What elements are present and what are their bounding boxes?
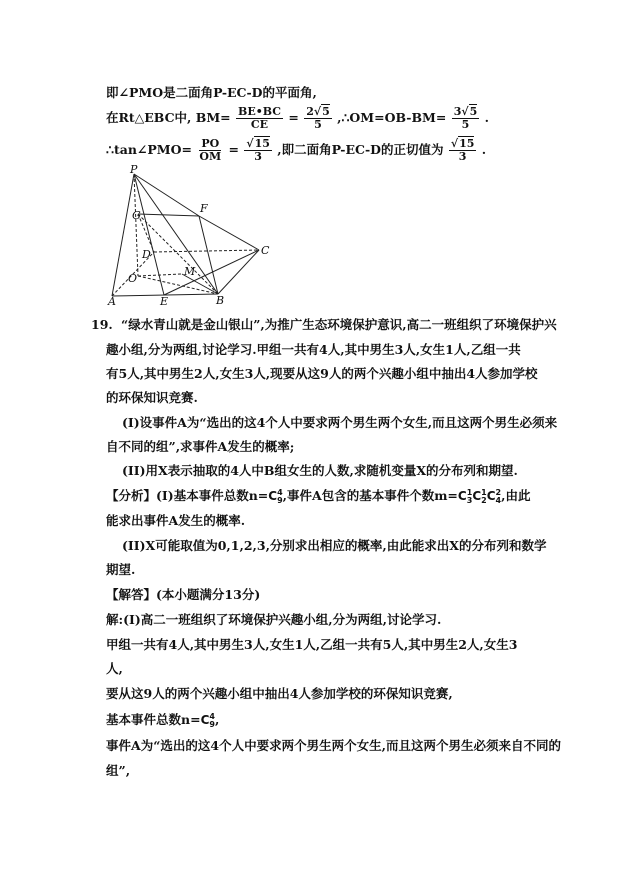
line-tan-calc	[106, 138, 486, 163]
comb-letter: C	[200, 713, 210, 727]
comb-letter: C	[486, 489, 496, 503]
fraction	[197, 138, 223, 163]
solution-line-3: 人,	[106, 661, 123, 676]
combination-c94	[268, 489, 282, 503]
text-segment: 基本事件总数n=	[106, 712, 201, 727]
comb-sub: 9	[277, 495, 283, 505]
question-number: 19.	[91, 317, 113, 332]
text-segment: ,∴OM=OB-BM=	[337, 110, 447, 125]
text-segment: ,即二面角P-EC-D的正切值为	[277, 142, 444, 157]
comb-sub: 3	[466, 495, 473, 505]
q19-line-3: 有5人,其中男生2人,女生3人,现要从这9人的两个兴趣小组中抽出4人参加学校	[106, 366, 538, 381]
label-P: P	[130, 164, 138, 176]
solution-header	[106, 586, 260, 604]
comb-sub: 2	[481, 495, 487, 505]
comb-sub: 9	[209, 719, 215, 729]
q19-part2-line-1: (II)用X表示抽取的4人中B组女生的人数,求随机变量X的分布列和期望.	[122, 463, 518, 478]
radicand: 5	[322, 105, 330, 118]
combination-c94	[201, 713, 215, 727]
text-segment: 在Rt△EBC中,	[106, 110, 192, 125]
comb-sup: 1	[481, 487, 487, 497]
numerator: √15	[450, 137, 475, 150]
text-segment: BM=	[195, 110, 231, 125]
fraction	[449, 138, 477, 163]
analysis-part2-line-1: (II)X可能取值为0,1,2,3,分别求出相应的概率,由此能求出X的分布列和数学	[122, 538, 547, 553]
text-segment: =	[228, 142, 239, 157]
numerator: PO	[201, 137, 220, 150]
comb-sup: 1	[466, 487, 473, 497]
fraction	[236, 106, 283, 131]
line-bm-calc	[106, 106, 489, 131]
denominator: 3	[254, 150, 262, 163]
solution-line-1: 解:(I)高二一班组织了环境保护兴趣小组,分为两组,讨论学习.	[106, 612, 442, 627]
fraction	[304, 106, 332, 131]
comb-sup: 4	[277, 487, 283, 497]
q19-line-4: 的环保知识竞赛.	[106, 390, 198, 405]
solution-line-2: 甲组一共有4人,其中男生3人,女生1人,乙组一共有5人,其中男生2人,女生3	[106, 637, 518, 652]
combination-product	[458, 489, 501, 503]
coef: 2	[306, 105, 314, 118]
text-segment: ∴tan∠PMO=	[106, 142, 192, 157]
comb-sub: 4	[495, 495, 502, 505]
pyramid-figure	[104, 164, 274, 306]
comb-letter: C	[457, 489, 467, 503]
comb-letter: C	[472, 489, 482, 503]
text-segment: ,事件A包含的基本事件个数m=	[282, 488, 458, 503]
q19-line-1: “绿水青山就是金山银山”,为推广生态环境保护意识,高二一班组织了环境保护兴	[121, 317, 557, 332]
denominator: OM	[199, 150, 222, 163]
label-B: B	[216, 294, 225, 306]
label-O: O	[128, 272, 138, 285]
numerator: 3√5	[453, 105, 478, 118]
text-segment: .	[481, 142, 487, 157]
radicand: 15	[254, 137, 270, 150]
label-M: M	[184, 265, 196, 278]
text-segment: ,	[214, 712, 220, 727]
label-E: E	[160, 295, 169, 306]
numerator: √15	[246, 137, 270, 150]
text-segment: ,由此	[501, 488, 531, 503]
radicand: 5	[469, 105, 478, 118]
label-D: D	[142, 248, 151, 261]
text-segment: (I)基本事件总数n=	[156, 488, 269, 503]
solution-line-4: 要从这9人的两个兴趣小组中抽出4人参加学校的环保知识竞赛,	[106, 686, 453, 701]
label-C: C	[261, 244, 270, 257]
analysis-line-1	[106, 487, 530, 505]
solution-note: (本小题满分13分)	[156, 587, 261, 602]
coef: 3	[453, 105, 462, 118]
analysis-line-2: 能求出事件A发生的概率.	[106, 513, 246, 528]
label-A: A	[108, 295, 116, 306]
solution-line-6: 事件A为“选出的这4个人中要求两个男生两个女生,而且这两个男生必须来自不同的	[106, 738, 561, 753]
solution-line-5	[106, 711, 219, 729]
analysis-tag: 【分析】	[106, 488, 157, 503]
radicand: 15	[459, 137, 475, 150]
denominator: 5	[461, 118, 470, 131]
q19-part1-line-1: (I)设事件A为“选出的这4个人中要求两个男生两个女生,而且这两个男生必须来	[122, 415, 558, 430]
fraction	[452, 106, 480, 131]
label-G: G	[132, 209, 141, 222]
text-segment: .	[484, 110, 489, 125]
q19-line-2: 趣小组,分为两组,讨论学习.甲组一共有4人,其中男生3人,女生1人,乙组一共	[106, 342, 521, 357]
denominator: 5	[314, 118, 322, 131]
comb-sup: 4	[209, 711, 215, 721]
comb-letter: C	[268, 489, 278, 503]
numerator: 2√5	[306, 105, 330, 118]
q19-part1-line-2: 自不同的组”,求事件A发生的概率;	[106, 439, 295, 454]
line-dihedral-angle: 即∠PMO是二面角P-EC-D的平面角,	[106, 85, 317, 100]
comb-sup: 2	[495, 487, 502, 497]
denominator: 3	[458, 150, 467, 163]
text-segment: =	[288, 110, 299, 125]
solution-line-7: 组”,	[106, 763, 131, 778]
denominator: CE	[250, 118, 269, 131]
fraction	[244, 138, 272, 163]
solution-tag: 【解答】	[106, 587, 157, 602]
label-F: F	[200, 202, 208, 215]
analysis-part2-line-2: 期望.	[106, 562, 136, 577]
numerator: BE•BC	[238, 105, 281, 118]
